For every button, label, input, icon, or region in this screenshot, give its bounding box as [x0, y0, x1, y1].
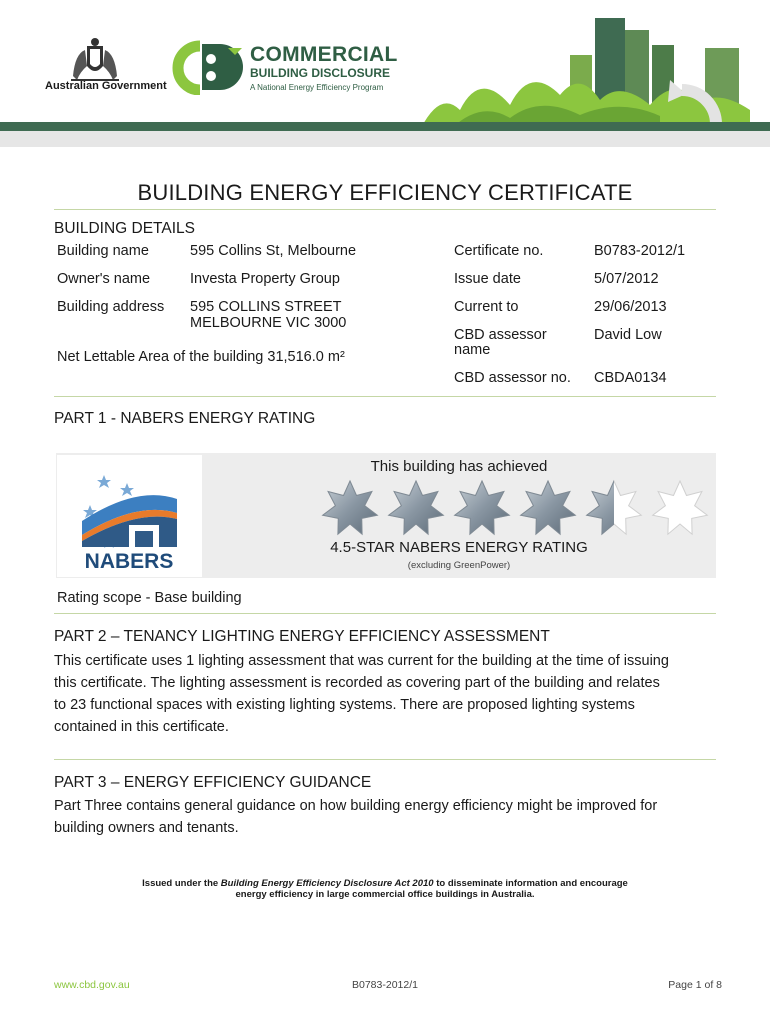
rating-star — [587, 481, 642, 534]
part1-heading: PART 1 - NABERS ENERGY RATING — [54, 410, 316, 427]
page-title: BUILDING ENERGY EFFICIENCY CERTIFICATE — [137, 180, 633, 205]
issued-note — [54, 878, 716, 900]
certificate-no-label: Certificate no. — [454, 243, 544, 259]
part3-line: Part Three contains general guidance on how building energy efficiency might be improved for — [54, 798, 658, 814]
gov-label: Australian Government — [45, 80, 167, 92]
footer-url[interactable]: www.cbd.gov.au — [54, 979, 130, 991]
rating-star — [389, 481, 444, 534]
issued-prefix: Issued under the — [142, 878, 221, 889]
footer-page: Page 1 of 8 — [668, 979, 722, 991]
building-address-label: Building address — [57, 299, 165, 315]
building-address-line1: 595 COLLINS STREET — [190, 299, 342, 315]
issued-line2: energy efficiency in large commercial office buildings in Australia. — [235, 889, 535, 900]
certificate-no-value: B0783-2012/1 — [594, 243, 686, 259]
program-title-line2: BUILDING DISCLOSURE — [250, 66, 391, 80]
issue-date-label: Issue date — [454, 271, 521, 287]
current-to-value: 29/06/2013 — [594, 299, 667, 315]
part3-heading: PART 3 – ENERGY EFFICIENCY GUIDANCE — [54, 774, 372, 791]
building-address-line2: MELBOURNE VIC 3000 — [190, 315, 347, 331]
divider — [54, 396, 716, 397]
nabers-logo-text: NABERS — [84, 550, 174, 573]
header-band — [0, 122, 770, 131]
owner-name-label: Owner's name — [57, 271, 151, 287]
current-to-label: Current to — [454, 299, 519, 315]
footer-cert-no: B0783-2012/1 — [352, 979, 418, 991]
assessor-name-label: CBD assessor — [454, 327, 547, 343]
issued-suffix: to disseminate information and encourage — [433, 878, 628, 889]
divider — [54, 209, 716, 210]
city-illustration — [420, 10, 750, 130]
act-name: Building Energy Efficiency Disclosure Act 2010 — [220, 878, 434, 889]
part2-line: to 23 functional spaces with existing lighting systems. There are proposed lighting systems — [54, 697, 635, 713]
part2-body — [54, 650, 734, 738]
assessor-name-label-line2: name — [454, 342, 491, 358]
net-lettable-area: Net Lettable Area of the building 31,516.0 m² — [57, 349, 345, 365]
issue-date-value: 5/07/2012 — [594, 271, 659, 287]
part2-line: this certificate. The lighting assessment is recorded as covering part of the building and relates — [54, 675, 660, 691]
rating-label: 4.5-STAR NABERS ENERGY RATING — [330, 539, 588, 556]
rating-star — [521, 481, 576, 534]
nabers-logo — [57, 455, 202, 577]
divider — [54, 613, 716, 614]
building-details-heading: BUILDING DETAILS — [54, 220, 195, 237]
part3-line: building owners and tenants. — [54, 820, 239, 836]
assessor-name-value: David Low — [594, 327, 662, 343]
assessor-no-label: CBD assessor no. — [454, 370, 571, 386]
rating-note: (excluding GreenPower) — [407, 560, 511, 571]
cbd-logo-icon — [172, 40, 248, 95]
nabers-logo-icon — [57, 455, 202, 577]
part2-line: contained in this certificate. — [54, 719, 229, 735]
owner-name-value: Investa Property Group — [190, 271, 340, 287]
rating-star — [455, 481, 510, 534]
divider — [54, 759, 716, 760]
assessor-no-value: CBDA0134 — [594, 370, 667, 386]
program-subtitle: A National Energy Efficiency Program — [250, 83, 384, 92]
rating-scope: Rating scope - Base building — [57, 590, 242, 606]
building-name-label: Building name — [57, 243, 149, 259]
header-band-shadow — [0, 131, 770, 147]
star-rating — [318, 478, 718, 538]
part2-heading: PART 2 – TENANCY LIGHTING ENERGY EFFICIENCY ASSESSMENT — [54, 628, 550, 645]
part2-line: This certificate uses 1 lighting assessment that was current for the building at the time of issuing — [54, 653, 669, 669]
page-header — [0, 0, 770, 150]
coat-of-arms-icon — [65, 36, 125, 82]
program-title-line1: COMMERCIAL — [250, 43, 398, 66]
building-name-value: 595 Collins St, Melbourne — [190, 243, 357, 259]
rating-star — [653, 481, 708, 534]
rating-achieved-text: This building has achieved — [370, 458, 548, 475]
rating-star — [323, 481, 378, 534]
part3-body — [54, 795, 734, 839]
